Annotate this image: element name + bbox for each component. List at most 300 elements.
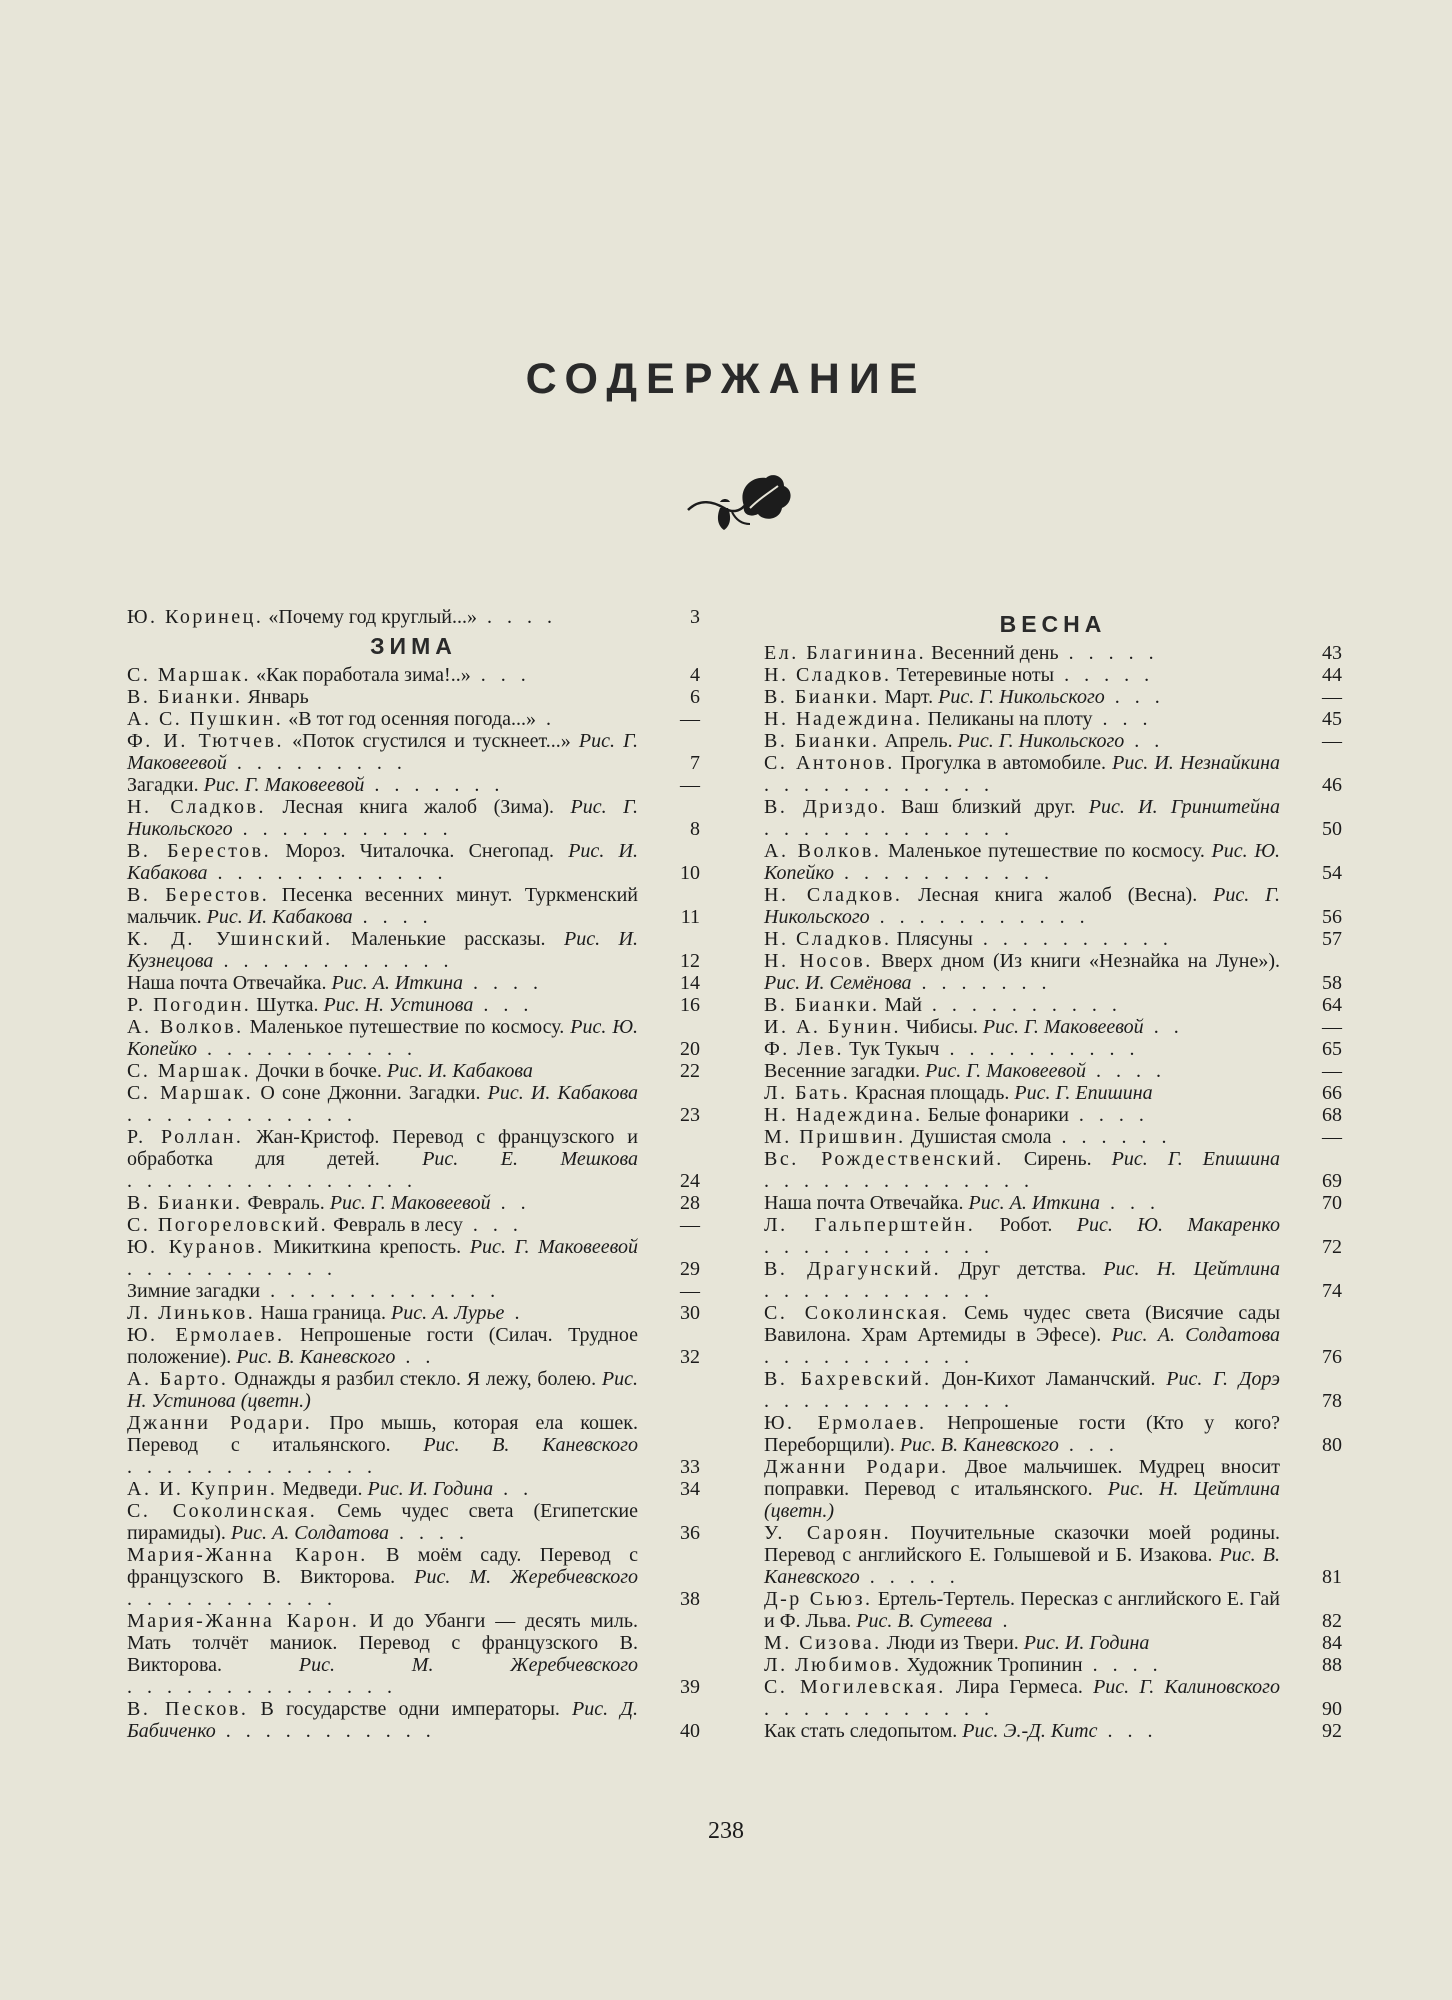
- toc-entry-text: [127, 796, 638, 840]
- toc-entry-leader: . . . .: [1068, 1104, 1149, 1126]
- toc-entry: [764, 752, 1342, 796]
- toc-entry-leader: . . . .: [463, 972, 544, 994]
- right-column: [764, 606, 1342, 1742]
- toc-entry-text: [127, 1302, 638, 1324]
- toc-entry-page: —: [680, 708, 700, 730]
- toc-entry-title: Художник Тропинин: [901, 1654, 1083, 1676]
- toc-entry-page: —: [680, 1214, 700, 1236]
- toc-entry-page: —: [1322, 686, 1342, 708]
- toc-entry: [764, 1522, 1342, 1588]
- toc-entry-illustrator: Рис. Г. Никольского: [764, 884, 1281, 928]
- toc-entry-leader: .: [992, 1610, 1013, 1632]
- toc-entry-author: М. Сизова.: [764, 1632, 882, 1654]
- toc-entry-leader: . . . . . . . . . . . . . .: [764, 1170, 1034, 1192]
- toc-entry-author: В. Бахревский.: [764, 1368, 932, 1390]
- toc-entry-title: Лира Гермеса.: [945, 1676, 1094, 1698]
- toc-entry-text: [764, 1192, 1280, 1214]
- section-title-winter: ЗИМА: [370, 633, 457, 659]
- toc-entry-page: 36: [680, 1522, 700, 1544]
- toc-entry-title: В государстве одни императоры.: [248, 1698, 573, 1720]
- toc-entry-illustrator: Рис. В. Сутеева: [856, 1610, 993, 1632]
- toc-entry-text: [764, 1412, 1280, 1456]
- toc-entry-page: 66: [1322, 1082, 1342, 1104]
- toc-entry: [127, 796, 700, 840]
- toc-entry-leader: . . . . . . . . . . .: [127, 1588, 337, 1610]
- toc-entry-title: Наша почта Отвечайка.: [127, 972, 332, 994]
- toc-entry-page: 54: [1322, 862, 1342, 884]
- toc-entry-illustrator: Рис. Ю. Макаренко: [1076, 1214, 1280, 1236]
- toc-entry-page: 4: [690, 664, 700, 686]
- toc-entry: [764, 1016, 1342, 1038]
- toc-entry-author: Джанни Родари.: [127, 1412, 313, 1434]
- toc-entry-illustrator: Рис. Ю. Копейко: [764, 840, 1280, 884]
- toc-entry-text: [764, 1654, 1280, 1676]
- toc-entry-page: 6: [690, 686, 700, 708]
- toc-entry-author: В. Берестов.: [127, 840, 272, 862]
- toc-entry-text: [127, 1082, 638, 1126]
- toc-entry-illustrator: Рис. И. Година: [367, 1478, 494, 1500]
- toc-entry: [127, 1478, 700, 1500]
- toc-entry-text: [764, 1038, 1280, 1060]
- toc-entry-text: [764, 686, 1280, 708]
- toc-entry: [127, 1500, 700, 1544]
- toc-entry-title: В моём саду. Перевод с французского В. Викторова.: [127, 1544, 638, 1588]
- toc-entry-author: М. Пришвин.: [764, 1126, 906, 1148]
- toc-entry-leader: .: [504, 1302, 525, 1324]
- toc-entry-author: С. Могилевская.: [764, 1676, 946, 1698]
- toc-entry-author: Н. Надеждина.: [764, 708, 923, 730]
- toc-entry-text: [764, 1720, 1280, 1742]
- toc-entry-text: [764, 1676, 1280, 1720]
- toc-entry: [764, 950, 1342, 994]
- toc-entry-illustrator: Рис. И. Гринштейна: [1088, 796, 1280, 818]
- toc-entry-text: [764, 1126, 1280, 1148]
- toc-entry-page: 80: [1322, 1434, 1342, 1456]
- toc-entry-page: 44: [1322, 664, 1342, 686]
- toc-entry-title: Красная площадь.: [850, 1082, 1015, 1104]
- toc-entry-leader: .: [536, 708, 557, 730]
- toc-entry: [764, 1632, 1342, 1654]
- toc-entry-page: 20: [680, 1038, 700, 1060]
- toc-entry-leader: . . . . . . . . . . . . . .: [127, 1676, 397, 1698]
- page-number: 238: [708, 1818, 744, 1844]
- toc-entry-page: 65: [1322, 1038, 1342, 1060]
- toc-entry-author: К. Д. Ушинский.: [127, 928, 333, 950]
- toc-entry-text: [127, 1544, 638, 1610]
- toc-entry-text: [764, 708, 1280, 730]
- toc-entry-leader: . . . . .: [1054, 664, 1155, 686]
- toc-entry-text: [127, 972, 638, 994]
- toc-entry-text: [764, 1368, 1280, 1412]
- toc-entry-leader: . . . . . . .: [911, 972, 1052, 994]
- toc-entry-author: В. Бианки.: [127, 1192, 243, 1214]
- toc-entry-author: Н. Сладков.: [764, 664, 892, 686]
- toc-entry-leader: . . . . . . . . . . . .: [764, 1280, 994, 1302]
- toc-entry-page: 16: [680, 994, 700, 1016]
- toc-entry-page: 57: [1322, 928, 1342, 950]
- toc-entry: [764, 1214, 1342, 1258]
- toc-entry-page: 33: [680, 1456, 700, 1478]
- toc-entry-title: Зимние загадки: [127, 1280, 261, 1302]
- toc-entry: [127, 1192, 700, 1214]
- toc-entry-author: Ф. И. Тютчев.: [127, 730, 285, 752]
- toc-entry-title: Март.: [879, 686, 939, 708]
- toc-entry-title: «В тот год осенняя погода...»: [283, 708, 537, 730]
- toc-entry-illustrator: Рис. М. Жеребчевского: [298, 1654, 639, 1676]
- toc-entry-author: С. Соколинская.: [764, 1302, 950, 1324]
- toc-entry-author: Джанни Родари.: [764, 1456, 949, 1478]
- toc-entry: [127, 1544, 700, 1610]
- toc-entry-illustrator: Рис. Е. Мешкова: [422, 1148, 638, 1170]
- toc-entry: [127, 1324, 700, 1368]
- toc-entry-illustrator: Рис. А. Солдатова: [1111, 1324, 1280, 1346]
- toc-entry-text: [127, 1324, 638, 1368]
- page-title: СОДЕРЖАНИЕ: [525, 355, 927, 403]
- toc-entry-author: У. Сароян.: [764, 1522, 892, 1544]
- toc-entry-leader: . . . . . . . . . . . . .: [764, 1390, 1014, 1412]
- toc-entry-text: [127, 1236, 638, 1280]
- toc-entry: [127, 1236, 700, 1280]
- toc-entry-leader: . . . . . . . . . . .: [869, 906, 1090, 928]
- toc-entry-title: Маленькое путешествие по космосу.: [881, 840, 1212, 862]
- toc-entry-leader: . . . . . . . . . . .: [197, 1038, 417, 1060]
- toc-entry-leader: . . . .: [352, 906, 433, 928]
- toc-entry-text: [764, 884, 1280, 928]
- toc-entry-author: Ю. Коринец.: [127, 606, 264, 628]
- toc-entry-page: 11: [680, 906, 700, 928]
- toc-entry-text: [764, 796, 1280, 840]
- toc-entry: [127, 1060, 700, 1082]
- toc-entry-page: 10: [680, 862, 700, 884]
- toc-entry-illustrator: Рис. Н. Цейтлина: [1103, 1258, 1281, 1280]
- toc-entry-text: [764, 994, 1280, 1016]
- toc-entry: [764, 1038, 1342, 1060]
- toc-entry-author: С. Соколинская.: [127, 1500, 318, 1522]
- toc-entry-illustrator: Рис. Г. Маковеевой: [203, 774, 365, 796]
- toc-entry-illustrator: Рис. Н. Устинова: [323, 994, 474, 1016]
- toc-entry: [764, 1258, 1342, 1302]
- toc-entry-author: Ю. Ермолаев.: [127, 1324, 285, 1346]
- toc-entry: [764, 1302, 1342, 1368]
- toc-entry-text: [764, 950, 1280, 994]
- toc-entry-illustrator: Рис. И. Кабакова: [206, 906, 353, 928]
- toc-entry: [764, 1082, 1342, 1104]
- toc-entry-text: [127, 1192, 638, 1214]
- toc-entry-author: Ю. Ермолаев.: [764, 1412, 927, 1434]
- toc-entry-page: 40: [680, 1720, 700, 1742]
- toc-entry: [764, 1126, 1342, 1148]
- toc-entry-text: [764, 1082, 1280, 1104]
- toc-entry-page: —: [1322, 730, 1342, 752]
- toc-entry-leader: . . . . . . . . . . . .: [764, 774, 994, 796]
- toc-entry-author: С. Маршак.: [127, 1082, 254, 1104]
- toc-entry-text: [127, 1280, 638, 1302]
- toc-entry-text: [127, 1610, 638, 1698]
- toc-entry-author: Н. Носов.: [764, 950, 873, 972]
- toc-entry-illustrator: Рис. А. Иткина: [968, 1192, 1101, 1214]
- toc-entry-page: 92: [1322, 1720, 1342, 1742]
- toc-entry-title: «Как поработала зима!..»: [251, 664, 471, 686]
- toc-entry-author: А. Волков.: [764, 840, 882, 862]
- toc-entry: [764, 1720, 1342, 1742]
- toc-entry-leader: . . . . . .: [1051, 1126, 1172, 1148]
- toc-entry-illustrator: Рис. И. Кабакова: [127, 840, 638, 884]
- toc-entry: [764, 928, 1342, 950]
- toc-entry-illustrator: Рис. Г. Маковеевой: [127, 730, 639, 774]
- toc-entry: [127, 1214, 700, 1236]
- toc-entry-title: Лесная книга жалоб (Зима).: [265, 796, 571, 818]
- toc-entry-leader: . . . . . . . . . . . . . . .: [127, 1170, 417, 1192]
- toc-entry-title: И до Убанги — десять миль. Мать толчёт маниок. Перевод с французского В. Викторова.: [127, 1610, 638, 1676]
- toc-entry-text: [764, 1632, 1280, 1654]
- toc-entry: [764, 708, 1342, 730]
- toc-entry-leader: . . .: [462, 1214, 523, 1236]
- toc-entry-title: Непрошеные гости (Кто у кого? Переборщили).: [764, 1412, 1280, 1456]
- toc-entry: [764, 1456, 1342, 1522]
- toc-entry-title: Семь чудес света (Висячие сады Вавилона. Храм Артемиды в Эфесе).: [764, 1302, 1281, 1346]
- toc-entry-page: 69: [1322, 1170, 1342, 1192]
- toc-entry: [764, 1676, 1342, 1720]
- toc-entry-illustrator: Рис. Ю. Копейко: [127, 1016, 638, 1060]
- toc-entry-illustrator: Рис. И. Кабакова: [487, 1082, 639, 1104]
- toc-entry-text: [127, 928, 638, 972]
- toc-entry: [127, 774, 700, 796]
- toc-entry-text: [127, 774, 638, 796]
- toc-entry-illustrator: Рис. А. Солдатова: [230, 1522, 390, 1544]
- toc-entry-author: Н. Надеждина.: [764, 1104, 923, 1126]
- toc-entry: [764, 664, 1342, 686]
- toc-entry-text: [127, 708, 638, 730]
- toc-entry: [127, 1280, 700, 1302]
- toc-entry-page: 30: [680, 1302, 700, 1324]
- toc-entry: [127, 1082, 700, 1126]
- toc-entry-illustrator: Рис. И. Година: [1023, 1632, 1150, 1654]
- toc-entry: [127, 730, 700, 774]
- toc-entry-author: В. Песков.: [127, 1698, 249, 1720]
- toc-entry-title: Белые фонарики: [922, 1104, 1069, 1126]
- toc-entry-author: Мария-Жанна Карон.: [127, 1544, 368, 1566]
- toc-entry-leader: . . .: [1097, 1720, 1158, 1742]
- toc-entry-text: [127, 606, 638, 628]
- toc-entry-illustrator: Рис. Н. Устинова (цветн.): [127, 1368, 638, 1412]
- toc-entry-illustrator: Рис. Г. Дорэ: [1166, 1368, 1281, 1390]
- toc-entry-author: Н. Сладков.: [764, 928, 892, 950]
- toc-entry-page: 24: [680, 1170, 700, 1192]
- left-column: [127, 606, 700, 1742]
- toc-entry-page: 28: [680, 1192, 700, 1214]
- toc-entry-page: 64: [1322, 994, 1342, 1016]
- toc-entry: [764, 1368, 1342, 1412]
- toc-entry-title: Вверх дном (Из книги «Незнайка на Луне»).: [872, 950, 1280, 972]
- toc-entry: [127, 928, 700, 972]
- toc-entry-title: Как стать следопытом.: [764, 1720, 963, 1742]
- toc-entry-title: Февраль.: [242, 1192, 330, 1214]
- toc-entry-title: Чибисы.: [900, 1016, 983, 1038]
- toc-entry: [127, 972, 700, 994]
- toc-entry: [127, 1126, 700, 1192]
- toc-entry-text: [127, 730, 638, 774]
- toc-entry-author: А. Барто.: [127, 1368, 229, 1390]
- toc-entry-page: 90: [1322, 1698, 1342, 1720]
- toc-entry-author: Мария-Жанна Карон.: [127, 1610, 360, 1632]
- toc-entry-title: Загадки.: [127, 774, 204, 796]
- toc-entry-leader: . . . .: [1085, 1060, 1166, 1082]
- toc-entry-leader: . . . . . . . . . . .: [127, 1258, 337, 1280]
- toc-entry-text: [127, 1500, 638, 1544]
- toc-entry-author: И. А. Бунин.: [764, 1016, 901, 1038]
- toc-entry-text: [764, 730, 1280, 752]
- toc-entry-page: 34: [680, 1478, 700, 1500]
- toc-entry-leader: . .: [1143, 1016, 1184, 1038]
- toc-entry-page: 23: [680, 1104, 700, 1126]
- toc-entry-illustrator: Рис. Г. Маковеевой: [925, 1060, 1086, 1082]
- toc-entry-leader: . . . . . . . . . . . .: [260, 1280, 501, 1302]
- toc-entry-author: В. Берестов.: [127, 884, 270, 906]
- toc-entry: [764, 642, 1342, 664]
- toc-entry-text: [764, 1522, 1280, 1588]
- toc-entry-leader: . . . . . . . . . . . .: [764, 1236, 994, 1258]
- toc-entry-page: 46: [1322, 774, 1342, 796]
- toc-entry-leader: . . .: [1104, 686, 1165, 708]
- spring-entries: [764, 642, 1342, 1742]
- toc-entry-page: 12: [680, 950, 700, 972]
- toc-entry-author: Р. Погодин.: [127, 994, 252, 1016]
- toc-entry-title: Семь чудес света (Египетские пирамиды).: [127, 1500, 638, 1544]
- toc-entry-author: А. С. Пушкин.: [127, 708, 284, 730]
- toc-entry-text: [127, 994, 638, 1016]
- toc-entry-author: Л. Линьков.: [127, 1302, 256, 1324]
- toc-entry-text: [764, 1060, 1280, 1082]
- toc-entry-page: 29: [680, 1258, 700, 1280]
- toc-entry-text: [764, 752, 1280, 796]
- toc-entry-title: Пеликаны на плоту: [922, 708, 1093, 730]
- toc-entry-title: Наша граница.: [255, 1302, 391, 1324]
- toc-entry-text: [764, 840, 1280, 884]
- toc-entry-author: Ел. Благинина.: [764, 642, 927, 664]
- toc-entry-illustrator: Рис. Г. Маковеевой: [982, 1016, 1144, 1038]
- toc-entry-leader: . . . . . . .: [364, 774, 505, 796]
- toc-entry-leader: . . . . . . . . . . .: [215, 1720, 436, 1742]
- toc-entry-author: В. Бианки.: [764, 994, 880, 1016]
- toc-entry-author: В. Дриздо.: [764, 796, 888, 818]
- toc-entry-title: Робот.: [975, 1214, 1077, 1236]
- section-title-spring: ВЕСНА: [999, 611, 1107, 637]
- toc-entry-leader: . . . . . . . . . . .: [834, 862, 1054, 884]
- toc-entry-page: 14: [680, 972, 700, 994]
- toc-entry-title: Лесная книга жалоб (Весна).: [902, 884, 1214, 906]
- toc-entry-title: Весенний день: [926, 642, 1059, 664]
- toc-entry-title: Про мышь, которая ела кошек. Перевод с итальянского.: [127, 1412, 638, 1456]
- toc-entry-author: Ф. Лев.: [764, 1038, 845, 1060]
- toc-entry-leader: . . . .: [389, 1522, 470, 1544]
- toc-entry-title: Непрошеные гости (Силач. Трудное положение).: [127, 1324, 638, 1368]
- toc-entry-page: 32: [680, 1346, 700, 1368]
- toc-entry-title: Тетеревиные ноты: [891, 664, 1055, 686]
- toc-entry-leader: . . . . . . . . . .: [921, 994, 1122, 1016]
- toc-entry-illustrator: Рис. Г. Маковеевой: [469, 1236, 638, 1258]
- toc-entry: [764, 1412, 1342, 1456]
- toc-entry-author: С. Маршак.: [127, 664, 251, 686]
- toc-entry-title: Весенние загадки.: [764, 1060, 926, 1082]
- toc-entry-illustrator: Рис. Г. Епишина: [1014, 1082, 1153, 1104]
- toc-entry-title: Люди из Твери.: [881, 1632, 1024, 1654]
- toc-entry-leader: . .: [1124, 730, 1165, 752]
- toc-entry-text: [764, 664, 1280, 686]
- toc-entry-illustrator: Рис. И. Незнайкина: [1112, 752, 1280, 774]
- toc-entry-text: [127, 884, 638, 928]
- toc-entry-author: А. И. Куприн.: [127, 1478, 278, 1500]
- toc-entry: [764, 1588, 1342, 1632]
- toc-entry-title: Маленькие рассказы.: [332, 928, 565, 950]
- toc-entry-author: С. Маршак.: [127, 1060, 251, 1082]
- toc-entry-title: Январь: [242, 686, 309, 708]
- toc-entry-text: [764, 1588, 1280, 1632]
- toc-entry-text: [764, 642, 1280, 664]
- toc-entry-text: [127, 1016, 638, 1060]
- toc-entry: [764, 1192, 1342, 1214]
- toc-entry-title: Сирень.: [1003, 1148, 1112, 1170]
- toc-entry-page: —: [680, 774, 700, 796]
- toc-entry-illustrator: Рис. И. Семёнова: [764, 972, 912, 994]
- toc-entry-title: Наша почта Отвечайка.: [764, 1192, 969, 1214]
- toc-entry-text: [764, 1302, 1280, 1368]
- toc-entry: [127, 840, 700, 884]
- winter-entries: [127, 664, 700, 1742]
- toc-entry-leader: . . .: [1092, 708, 1153, 730]
- toc-entry-page: —: [1322, 1126, 1342, 1148]
- toc-entry-page: 81: [1322, 1566, 1342, 1588]
- toc-entry-author: Ю. Куранов.: [127, 1236, 265, 1258]
- toc-entry: [127, 606, 700, 628]
- toc-entry-leader: . . . . . . . . . . . .: [207, 862, 448, 884]
- toc-entry-text: [764, 1148, 1280, 1192]
- toc-entry-leader: . . .: [473, 994, 534, 1016]
- toc-entry-illustrator: Рис. В. Каневского: [764, 1544, 1281, 1588]
- toc-entry-illustrator: Рис. Г. Калиновского: [1093, 1676, 1280, 1698]
- toc-entry-leader: . . .: [1100, 1192, 1161, 1214]
- toc-entry-text: [127, 1214, 638, 1236]
- toc-entry: [127, 1302, 700, 1324]
- toc-entry: [127, 884, 700, 928]
- acorn-oak-leaf-ornament-icon: [680, 468, 800, 538]
- toc-entry: [127, 664, 700, 686]
- toc-entry-illustrator: Рис. Н. Цейтлина (цветн.): [764, 1478, 1280, 1522]
- toc-entry-leader: . .: [490, 1192, 531, 1214]
- toc-entry-author: Р. Роллан.: [127, 1126, 244, 1148]
- toc-entry-title: Тук Тукыч: [844, 1038, 940, 1060]
- toc-entry-page: 88: [1322, 1654, 1342, 1676]
- toc-entry-text: [127, 1412, 638, 1478]
- toc-entry-text: [127, 1060, 638, 1082]
- toc-entry-author: Вс. Рождественский.: [764, 1148, 1004, 1170]
- toc-entry-page: 38: [680, 1588, 700, 1610]
- toc-entry-page: —: [680, 1280, 700, 1302]
- toc-entry-text: [127, 686, 638, 708]
- toc-entry: [764, 1104, 1342, 1126]
- toc-entry-title: Февраль в лесу: [328, 1214, 463, 1236]
- toc-entry-author: С. Погореловский.: [127, 1214, 329, 1236]
- toc-entry-leader: . . . .: [476, 606, 557, 628]
- toc-entry-leader: . . . . . . . . . . .: [232, 818, 453, 840]
- toc-entry-illustrator: Рис. Э.-Д. Китс: [962, 1720, 1098, 1742]
- toc-entry-page: 68: [1322, 1104, 1342, 1126]
- toc-entry-title: Прогулка в автомобиле.: [894, 752, 1113, 774]
- toc-entry-page: 74: [1322, 1280, 1342, 1302]
- toc-entry-page: 45: [1322, 708, 1342, 730]
- toc-entry-page: 82: [1322, 1610, 1342, 1632]
- toc-entry-page: 56: [1322, 906, 1342, 928]
- toc-entry-author: Н. Сладков.: [764, 884, 903, 906]
